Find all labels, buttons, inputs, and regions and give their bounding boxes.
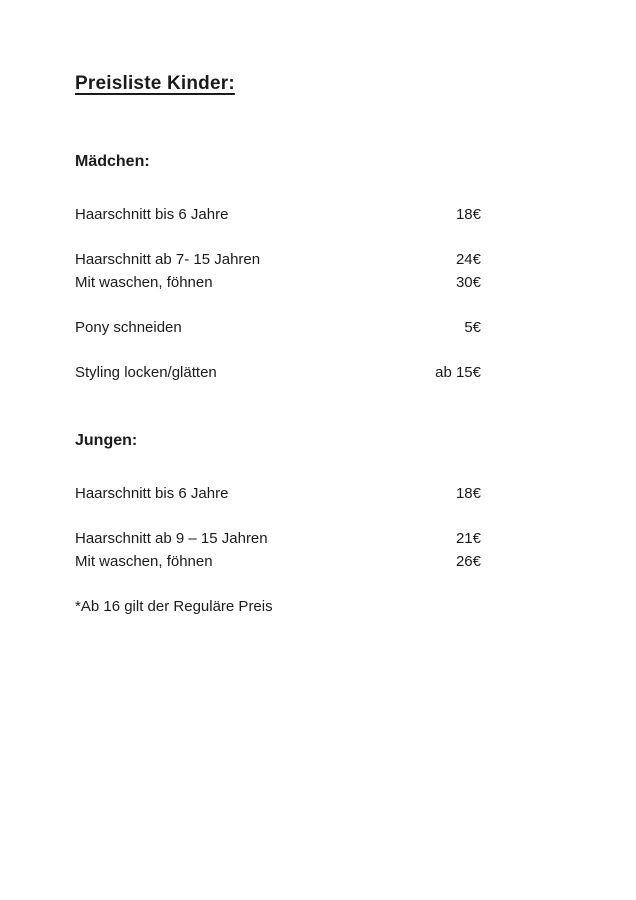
page-title: Preisliste Kinder: [75,73,235,94]
price-row [75,550,481,573]
price-row [75,203,481,226]
price-value: 18€ [455,485,481,502]
price-value: 5€ [464,319,481,336]
price-group [75,203,481,226]
price-value: 24€ [455,251,481,268]
section-maedchen [75,153,481,384]
price-row [75,527,481,550]
service-label: Styling locken/glätten [75,364,217,381]
price-row [75,248,481,271]
price-value: 21€ [455,530,481,547]
price-value: 18€ [455,206,481,223]
section-jungen [75,432,481,618]
price-group [75,316,481,339]
price-value: 26€ [455,553,481,570]
service-label: Pony schneiden [75,319,182,336]
service-label: Haarschnitt bis 6 Jahre [75,206,229,223]
service-label: Mit waschen, föhnen [75,553,213,570]
price-group [75,527,481,573]
price-value: ab 15€ [435,364,481,381]
price-row [75,361,481,384]
price-group [75,482,481,505]
footnote: *Ab 16 gilt der Reguläre Preis [75,598,273,615]
price-group [75,361,481,384]
price-row [75,316,481,339]
price-row [75,271,481,294]
service-label: Haarschnitt bis 6 Jahre [75,485,229,502]
price-row [75,482,481,505]
service-label: Mit waschen, föhnen [75,274,213,291]
service-label: Haarschnitt ab 7- 15 Jahren [75,251,261,268]
service-label: Haarschnitt ab 9 – 15 Jahren [75,530,268,547]
price-group [75,248,481,294]
price-value: 30€ [455,274,481,291]
section-heading: Mädchen: [75,153,150,170]
section-heading: Jungen: [75,432,138,449]
